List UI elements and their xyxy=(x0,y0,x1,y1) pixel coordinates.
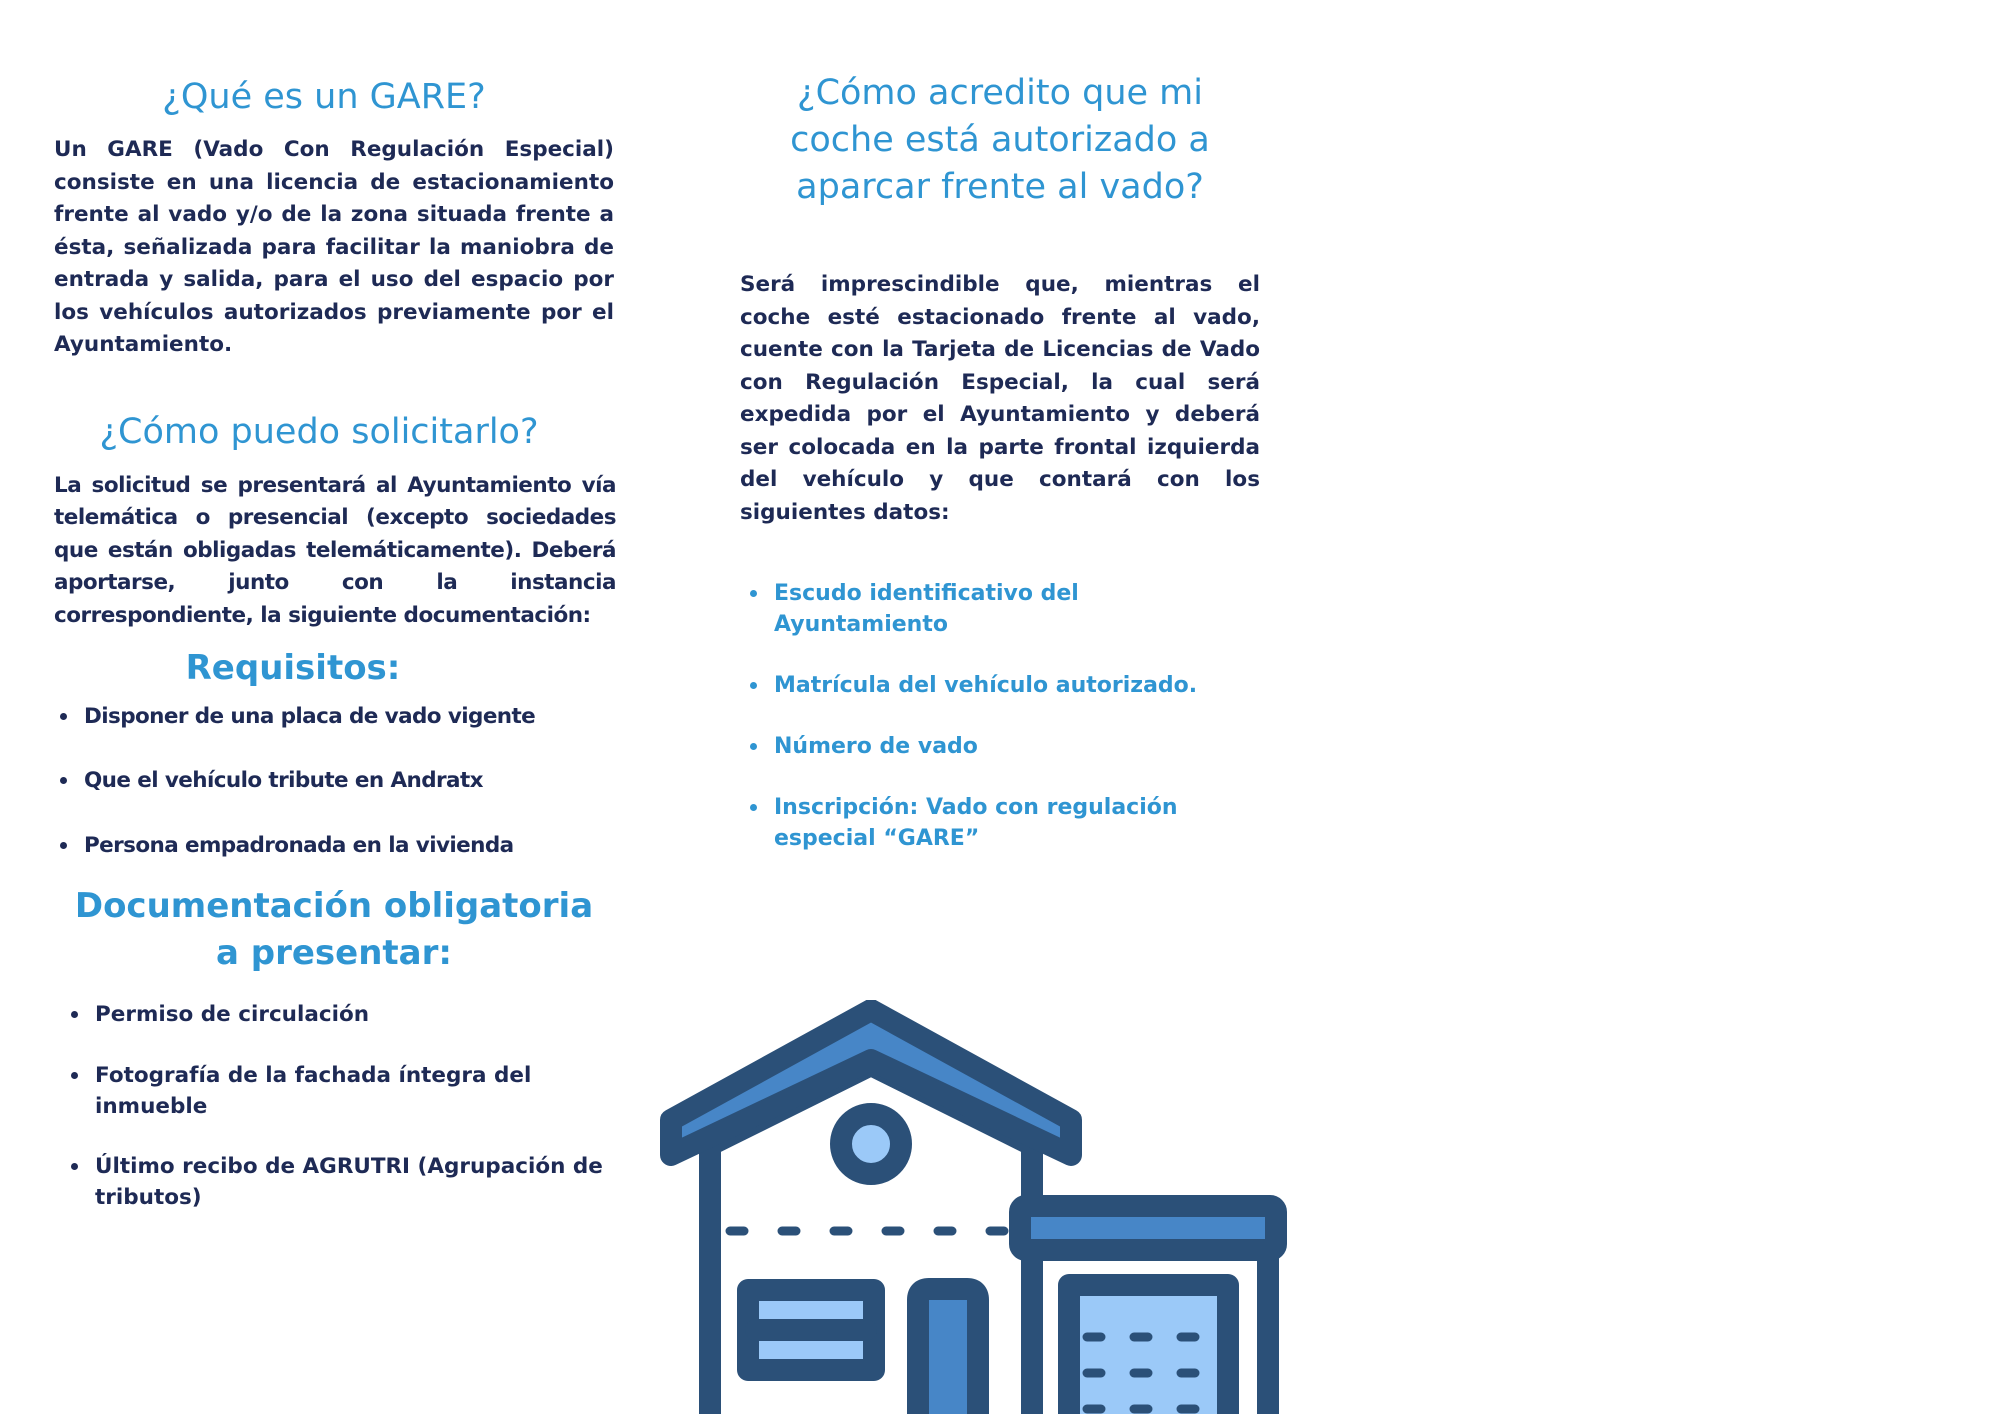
document-item: Fotografía de la fachada íntegra del inmueble xyxy=(65,1060,614,1122)
what-is-gare-text: Un GARE (Vado Con Regulación Especial) consiste en una licencia de estacionamiento frente al vado y/o de la zona situada frente a ésta, señalizada para facilitar la maniobra de entrada y salida, para el uso del espacio por los vehículos autorizados previamente por el Ayuntamiento. xyxy=(54,137,614,357)
document-item: Último recibo de AGRUTRI (Agrupación de tributos) xyxy=(65,1151,605,1213)
left-column xyxy=(54,74,614,1213)
accreditation-text: Será imprescindible que, mientras el coche esté estacionado frente al vado, cuente con la Tarjeta de Licencias de Vado con Regulación Especial, la cual será expedida por el Ayuntamiento y deberá ser colocada en la parte frontal izquierda del vehículo y que contará con los siguientes datos: xyxy=(740,272,1260,525)
how-to-apply-title: ¿Cómo puedo solicitarlo? xyxy=(99,411,539,452)
mandatory-documents-title: Documentación obligatoria a presentar: xyxy=(74,886,594,973)
card-data-item: Escudo identificativo del Ayuntamiento xyxy=(744,578,1260,640)
what-is-gare-title: ¿Qué es un GARE? xyxy=(162,77,486,117)
house-with-garage-icon xyxy=(655,1000,1295,1414)
card-data-item: Número de vado xyxy=(744,731,1260,762)
requirements-title: Requisitos: xyxy=(185,648,401,688)
right-column xyxy=(740,70,1260,854)
card-data-item: Matrícula del vehículo autorizado. xyxy=(744,670,1260,701)
accreditation-title: ¿Cómo acredito que mi coche está autorizado a aparcar frente al vado? xyxy=(790,73,1210,207)
card-data-list xyxy=(744,578,1260,854)
requirement-item: Disponer de una placa de vado vigente xyxy=(54,701,614,732)
requirement-item: Que el vehículo tribute en Andratx xyxy=(54,765,614,796)
house-illustration xyxy=(655,1000,1295,1414)
requirements-list xyxy=(54,701,614,861)
requirement-item: Persona empadronada en la vivienda xyxy=(54,830,614,861)
how-to-apply-text: La solicitud se presentará al Ayuntamiento vía telemática o presencial (excepto sociedades que están obligadas telemáticamente). Deberá aportarse, junto con la instancia correspondiente, la siguiente documentación: xyxy=(54,472,616,628)
card-data-item: Inscripción: Vado con regulación especial “GARE” xyxy=(744,792,1254,854)
document-item: Permiso de circulación xyxy=(65,999,614,1030)
documents-list xyxy=(65,999,614,1213)
